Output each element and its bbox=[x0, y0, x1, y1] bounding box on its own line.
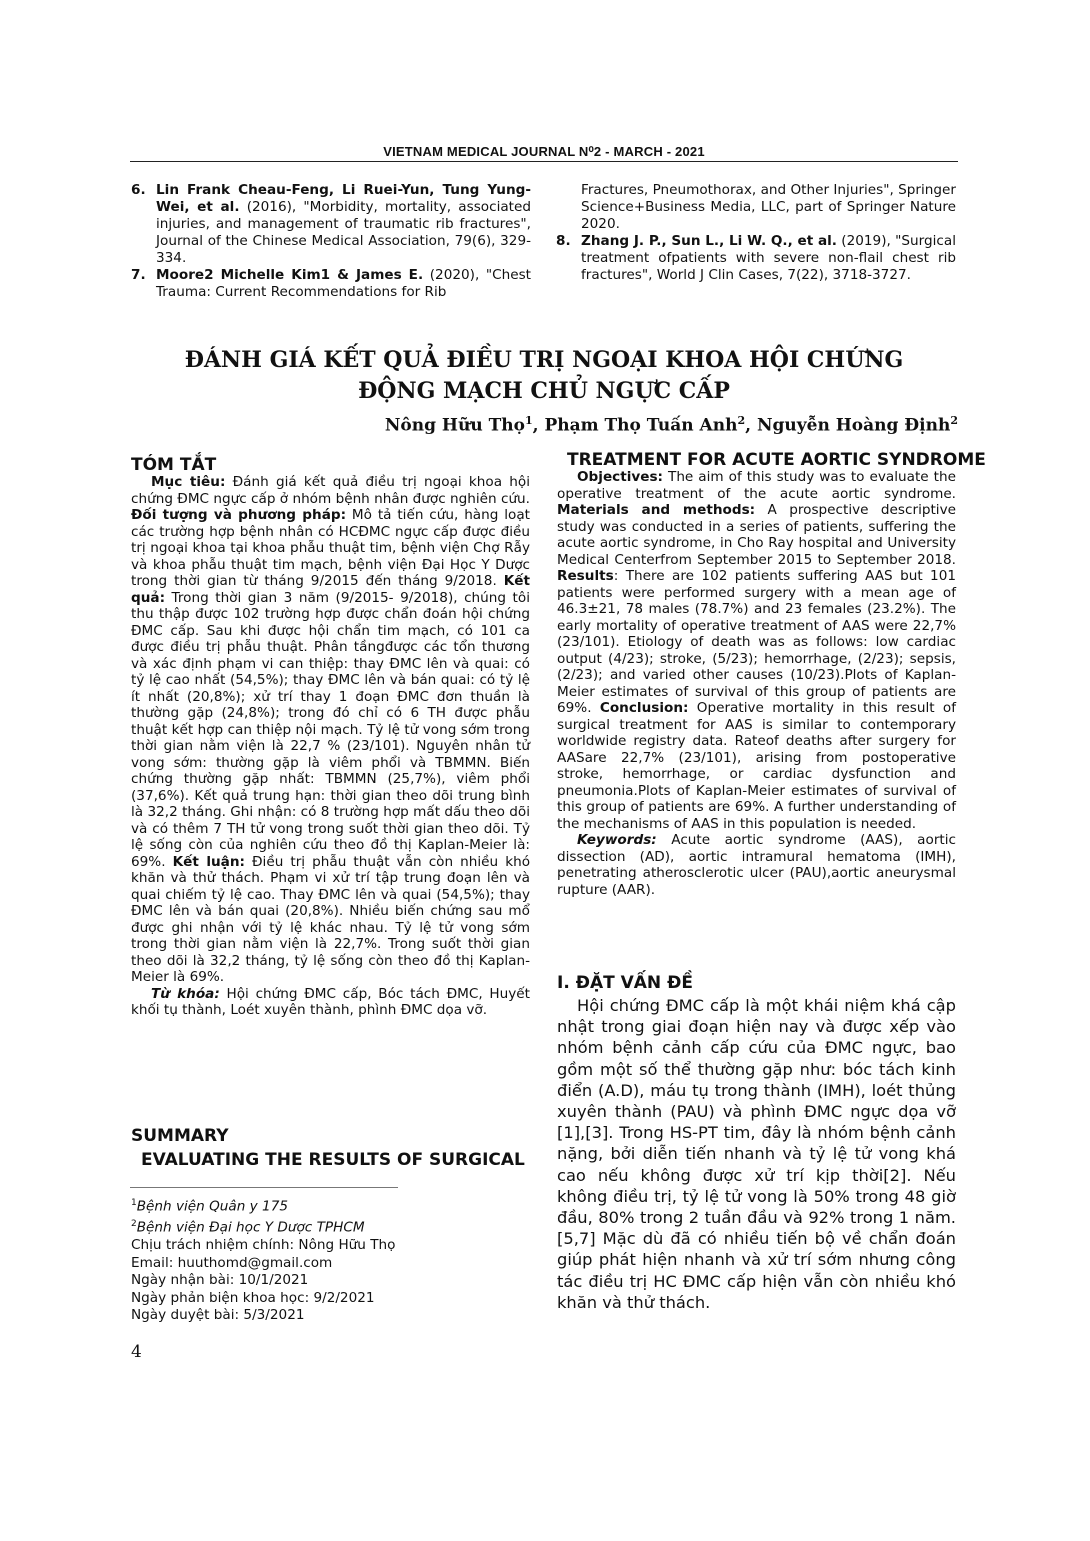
summary-heading: SUMMARY bbox=[131, 1126, 229, 1146]
author-affiliation: 2 bbox=[950, 414, 958, 427]
label-keywords: Keywords: bbox=[577, 832, 657, 848]
label-materials: Materials and methods: bbox=[557, 502, 756, 518]
reference-authors: Lin Frank Cheau-Feng, Li Ruei-Yun, Tung Yung-Wei, et al. bbox=[156, 182, 531, 215]
reference-number: 8. bbox=[556, 233, 571, 249]
affiliation-number: 1 bbox=[131, 1198, 137, 1208]
author-separator: , bbox=[532, 415, 545, 436]
label-tu-khoa: Từ khóa: bbox=[151, 985, 220, 1002]
author-name: Nguyễn Hoàng Định bbox=[756, 415, 951, 436]
keywords-paragraph bbox=[557, 832, 956, 898]
text-ket-luan: Điều trị phẫu thuật vẫn còn nhiều khó khăn và thử thách. Phạm vi xử trí tập trung đoạn lên và quai chiếm tỷ lệ cao. Thay ĐMC lên và quai (54,5%); thay ĐMC lên và bán quai (20,8%). Nhiều biến chứng sau mổ được ghi nhận với tỷ lệ khác nhau. Tỷ lệ tử vong sớm trong thời gian nằm viện là 22,7%. Trong suốt thời gian theo dõi là 32,2 tháng, tỷ lệ sống còn theo đồ thị Kaplan- Meier là 69%. bbox=[131, 853, 531, 985]
reference-text: (2016), "Morbidity, mortality, associated injuries, and management of traumatic rib fractures", Journal of the Chinese Medical Association, 79(6), 329-334. bbox=[156, 199, 531, 266]
footnote-rule bbox=[130, 1187, 398, 1188]
text-doi-tuong: Mô tả tiến cứu, hàng loạt các trường hợp bệnh nhân có HCĐMC ngực cấp được điều trị ngoại khoa tại khoa phẫu thuật tim, bệnh viện Chợ Rẫy và khoa phẫu thuật tim mạch, bệnh viện Đại Học Y Dược trong thời gian từ tháng 9/2015 đến tháng 9/2018. bbox=[131, 507, 530, 589]
author-affiliation: 1 bbox=[524, 414, 533, 427]
summary-body bbox=[557, 469, 956, 898]
text-muc-tieu: Đánh giá kết quả điều trị ngoại khoa hội chứng ĐMC ngực cấp ở nhóm bệnh nhân được nghiên cứu. bbox=[131, 474, 531, 507]
responsible-author: Chịu trách nhiệm chính: Nông Hữu Thọ bbox=[131, 1237, 396, 1254]
text-keywords: Acute aortic syndrome (AAS), aortic dissection (AD), aortic intramural hematoma (IMH), penetrating atherosclerotic ulcer (PAU),aortic aneurysmal rupture (AAR). bbox=[557, 832, 956, 898]
article-authors bbox=[385, 414, 958, 436]
author-affiliation: 2 bbox=[737, 414, 746, 427]
reference-7-continued bbox=[556, 182, 956, 233]
label-doi-tuong: Đối tượng và phương pháp: bbox=[131, 507, 347, 523]
reference-text: (2019), "Surgical treatment ofpatients with severe non-flail chest rib fractures", World J Clin Cases, 7(22), 3718-3727. bbox=[581, 233, 956, 283]
label-conclusion: Conclusion: bbox=[599, 700, 689, 716]
summary-title-part1: EVALUATING THE RESULTS OF SURGICAL bbox=[141, 1150, 525, 1170]
review-date: Ngày phản biện khoa học: 9/2/2021 bbox=[131, 1289, 375, 1306]
reference-number: 7. bbox=[131, 267, 146, 283]
reference-authors: Moore2 Michelle Kim1 & James E. bbox=[156, 267, 424, 283]
accepted-date: Ngày duyệt bài: 5/3/2021 bbox=[131, 1307, 305, 1324]
author-name: Phạm Thọ Tuấn Anh bbox=[544, 415, 738, 436]
article-title-line1: ĐÁNH GIÁ KẾT QUẢ ĐIỀU TRỊ NGOẠI KHOA HỘI CHỨNG bbox=[184, 347, 904, 373]
label-ket-luan: Kết luận: bbox=[172, 853, 245, 870]
text-tu-khoa: Hội chứng ĐMC cấp, Bóc tách ĐMC, Huyết khối tụ thành, Loét xuyên thành, phình ĐMC dọa vỡ. bbox=[131, 985, 531, 1018]
label-objectives: Objectives: bbox=[577, 469, 663, 485]
reference-number: 6. bbox=[131, 182, 146, 198]
affiliation-1 bbox=[131, 1195, 431, 1216]
affiliation-2 bbox=[131, 1216, 431, 1237]
label-results: Results bbox=[557, 568, 614, 584]
tu-khoa-paragraph bbox=[131, 986, 530, 1019]
text-materials: A prospective descriptive study was conducted in a series of patients, suffering the acute aortic syndrome, in Cho Ray hospital and University Medical Centerfrom September 2015 to September 2018. bbox=[557, 502, 956, 568]
reference-8 bbox=[556, 233, 956, 284]
text-objectives: The aim of this study was to evaluate the operative treatment of the acute aortic syndrome. bbox=[557, 469, 956, 502]
author-separator: , bbox=[745, 415, 757, 436]
email: Email: huuthomd@gmail.com bbox=[131, 1254, 333, 1271]
tom-tat-paragraph bbox=[131, 474, 530, 986]
reference-authors: Zhang J. P., Sun L., Li W. Q., et al. bbox=[581, 233, 837, 249]
reference-6 bbox=[131, 182, 531, 267]
reference-7 bbox=[131, 267, 531, 301]
affiliation-number: 2 bbox=[131, 1219, 137, 1230]
text-conclusion: Operative mortality in this result of surgical treatment for AAS is similar to contemporary worldwide registry data. Rateof deaths after surgery for AASare 22,7% (23/101), arising from postoperative stroke, hemorrhage, or cardiac dysfunction and pneumonia.Plots of Kaplan-Meier estimates of survival of this group of patients are 69%. A further understanding of the mechanisms of AAS in this population is needed. bbox=[557, 700, 956, 832]
intro-heading: I. ĐẶT VẤN ĐỀ bbox=[557, 973, 693, 993]
footnotes bbox=[131, 1195, 431, 1325]
summary-paragraph bbox=[557, 469, 956, 832]
intro-body bbox=[557, 995, 956, 1313]
received-date: Ngày nhận bài: 10/1/2021 bbox=[131, 1272, 309, 1289]
summary-title-part2: TREATMENT FOR ACUTE AORTIC SYNDROME bbox=[567, 450, 986, 470]
reference-text: Fractures, Pneumothorax, and Other Injuries", Springer Science+Business Media, LLC, part of Springer Nature 2020. bbox=[581, 182, 956, 232]
reference-text: (2020), "Chest Trauma: Current Recommendations for Rib bbox=[156, 267, 531, 300]
header-rule bbox=[130, 161, 958, 162]
article-title-line2: ĐỘNG MẠCH CHỦ NGỰC CẤP bbox=[358, 378, 730, 404]
tom-tat-heading: TÓM TẮT bbox=[131, 455, 217, 475]
affiliation-text: Bệnh viện Đại học Y Dược TPHCM bbox=[136, 1219, 365, 1236]
label-ket-qua: Kết quả: bbox=[131, 573, 530, 606]
affiliation-text: Bệnh viện Quân y 175 bbox=[136, 1198, 288, 1215]
journal-header: VIETNAM MEDICAL JOURNAL N⁰2 - MARCH - 2021 bbox=[383, 144, 705, 159]
tom-tat-body bbox=[131, 474, 530, 1019]
text-ket-qua: Trong thời gian 3 năm (9/2015- 9/2018), chúng tôi thu thập được 102 trường hợp được chẩn đoán hội chứng ĐMC cấp. Sau khi được hội chẩn tim mạch, có 101 ca được điều trị phẫu thuật. Phân tầngđược các tổn thương và xác định phạm vi can thiệp: thay ĐMC lên và quai: có tỷ lệ cao nhất (54,5%); thay ĐMC lên và bán quai: có tỷ lệ ít nhất (20,8%); xử trí thay 1 đoạn ĐMC đơn thuần là thường gặp (24,8%); trong đó chỉ có 6 TH được phẫu thuật kết hợp can thiệp nội mạch. Tỷ lệ tử vong sớm trong thời gian nằm viện là 22,7 % (23/101). Nguyên nhân tử vong sớm: thường gặp là viêm phổi và TBMMN. Biến chứng thường gặp nhất: TBMMN (25,7%), viêm phổi (37,6%). Kết quả trung hạn: thời gian theo dõi trung bình là 32,2 tháng. Ghi nhận: có 8 trường hợp mất dấu theo dõi và có thêm 7 TH tử vong trong suốt thời gian theo dõi. Tỷ lệ sống còn của nghiên cứu theo đồ thị Kaplan-Meier là: 69%. bbox=[131, 589, 530, 870]
intro-paragraph: Hội chứng ĐMC cấp là một khái niệm khá cập nhật trong giai đoạn hiện nay và được xếp vào nhóm bệnh cảnh cấp cứu của ĐMC ngực, bao gồm một số thể thường gặp như: bóc tách kinh điển (A.D), máu tụ trong thành (IMH), loét thủng xuyên thành (PAU) và phình ĐMC ngực dọa vỡ [1],[3]. Trong HS-PT tim, đây là nhóm bệnh cảnh nặng, bởi diễn tiến nhanh và tỷ lệ tử vong khá cao nếu không được xử trí kịp thời[2]. Nếu không điều trị, tỷ lệ tử vong là 50% trong 48 giờ đầu, 80% trong 2 tuần đầu và 92% trong 1 năm. [5,7] Mặc dù đã có nhiều tiến bộ về chẩn đoán giúp phát hiện nhanh và xử trí sớm nhưng công tác điều trị HC ĐMC cấp hiện vẫn còn nhiều khó khăn và thử thách. bbox=[557, 996, 956, 1312]
page-number: 4 bbox=[131, 1342, 142, 1362]
author-name: Nông Hữu Thọ bbox=[384, 415, 525, 436]
text-results: : There are 102 patients suffering AAS but 101 patients were performed surgery with a mean age of 46.3±21, 78 males (78.7%) and 23 females (23.2%). The early mortality of operative treatment of AAS were 22,7% (23/101). Etiology of death was as follows: low cardiac output (4/23); stroke, (5/23); hemorrhage, (2/23); sepsis, (2/23); and varied other causes (10/23).Plots of Kaplan-Meier estimates of survival of this group of patients are 69%. bbox=[557, 568, 956, 716]
label-muc-tieu: Mục tiêu: bbox=[151, 474, 226, 490]
